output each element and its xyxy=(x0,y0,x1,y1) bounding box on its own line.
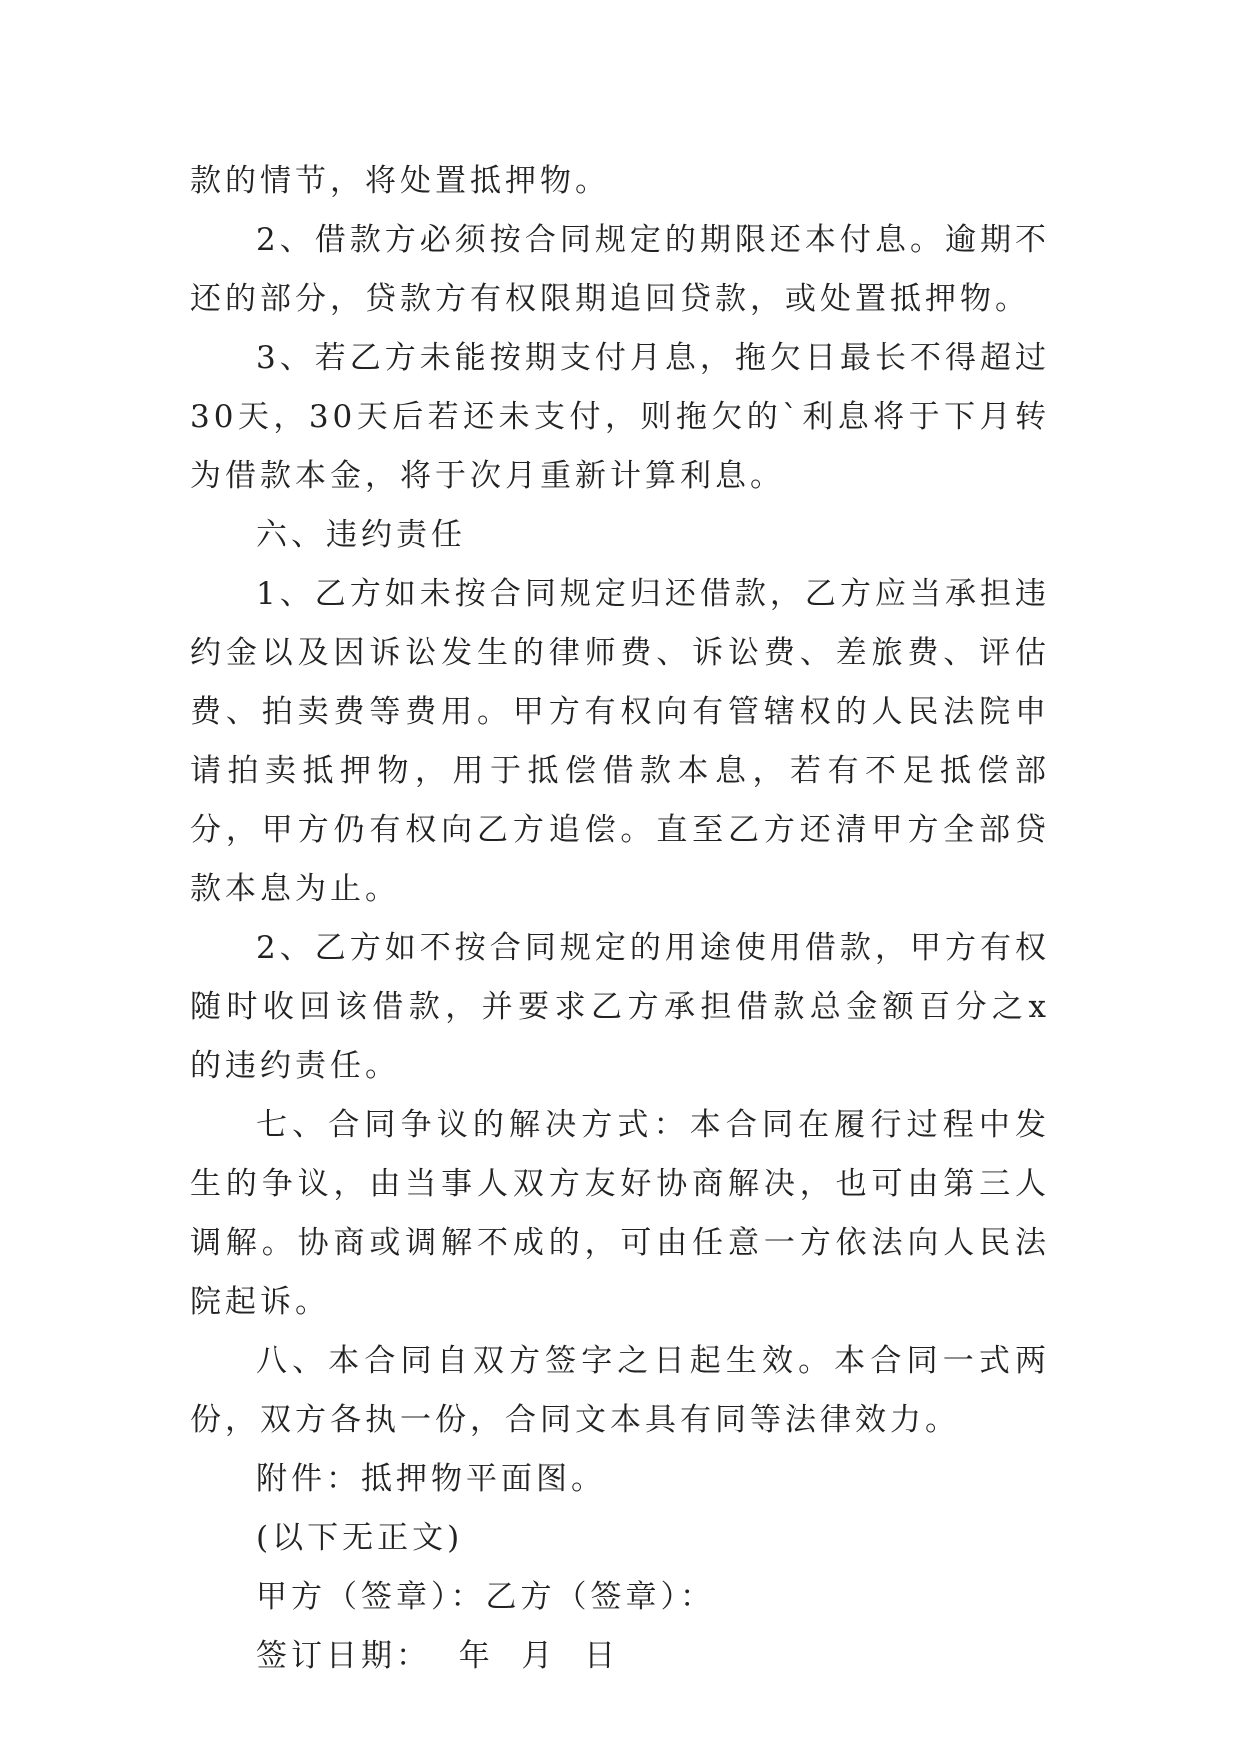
attachment-line: 附件：抵押物平面图。 xyxy=(256,1461,606,1497)
signature-line: 甲方（签章）：乙方（签章）： xyxy=(256,1579,715,1615)
section-heading-breach: 六、违约责任 xyxy=(256,517,466,553)
no-further-text-line: (以下无正文) xyxy=(256,1520,464,1556)
document-body xyxy=(190,152,1050,1686)
signing-date-line: 签订日期： 年 月 日 xyxy=(256,1638,620,1674)
paragraph-clause-6-1: 1、乙方如未按合同规定归还借款，乙方应当承担违约金以及因诉讼发生的律师费、诉讼费、差旅费、评估费、拍卖费等费用。甲方有权向有管辖权的人民法院申请拍卖抵押物，用于抵偿借款本息，若有不足抵偿部分，甲方仍有权向乙方追偿。直至乙方还清甲方全部贷款本息为止。 xyxy=(190,576,1050,907)
paragraph-clause-7: 七、合同争议的解决方式：本合同在履行过程中发生的争议，由当事人双方友好协商解决，也可由第三人调解。协商或调解不成的，可由任意一方依法向人民法院起诉。 xyxy=(190,1107,1050,1320)
paragraph-clause-8: 八、本合同自双方签字之日起生效。本合同一式两份，双方各执一份，合同文本具有同等法律效力。 xyxy=(190,1343,1050,1438)
paragraph-continuation: 款的情节，将处置抵押物。 xyxy=(190,163,610,199)
paragraph-clause-5-2: 2、借款方必须按合同规定的期限还本付息。逾期不还的部分，贷款方有权限期追回贷款，或处置抵押物。 xyxy=(190,222,1050,317)
paragraph-clause-5-3: 3、若乙方未能按期支付月息，拖欠日最长不得超过30天，30天后若还未支付，则拖欠的`利息将于下月转为借款本金，将于次月重新计算利息。 xyxy=(190,340,1050,494)
paragraph-clause-6-2: 2、乙方如不按合同规定的用途使用借款，甲方有权随时收回该借款，并要求乙方承担借款总金额百分之x的违约责任。 xyxy=(190,930,1050,1084)
